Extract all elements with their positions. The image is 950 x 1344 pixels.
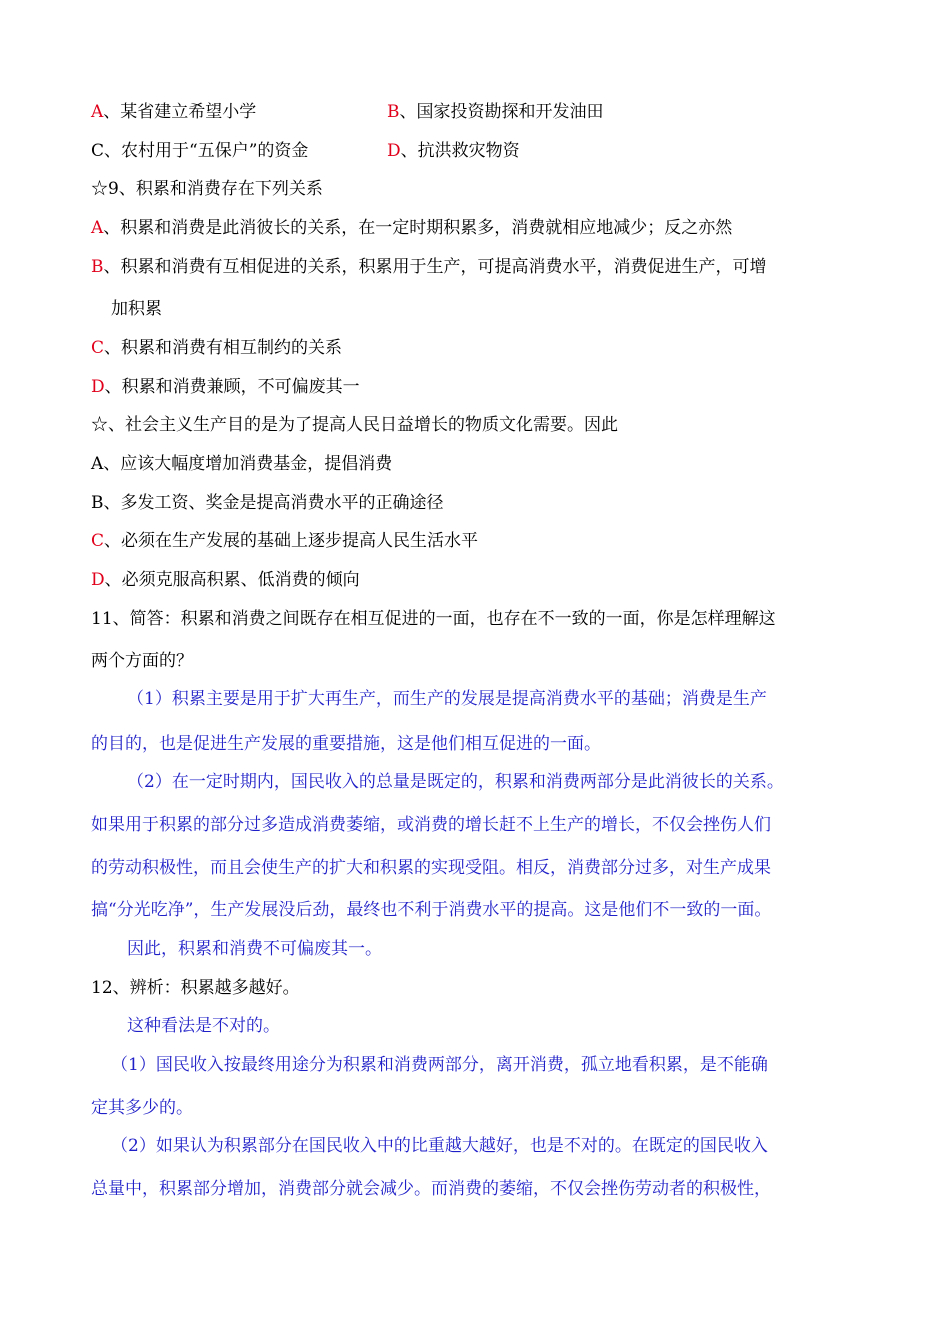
q11-answer-p1-line1: （1）积累主要是用于扩大再生产，而生产的发展是提高消费水平的基础；消费是生产: [127, 689, 767, 709]
option-text: 、国家投资勘探和开发油田: [399, 102, 604, 122]
q11-answer-p2-line1: （2）在一定时期内，国民收入的总量是既定的，积累和消费两部分是此消彼长的关系。: [127, 772, 784, 792]
q8-option-a: [91, 101, 256, 123]
q10-question: ☆、社会主义生产目的是为了提高人民日益增长的物质文化需要。因此: [91, 415, 618, 435]
q9-option-c: [91, 337, 342, 359]
option-text: 、积累和消费是此消彼长的关系，在一定时期积累多，消费就相应地减少；反之亦然: [103, 218, 733, 238]
q12-answer-intro: 这种看法是不对的。: [127, 1016, 280, 1036]
q8-option-c: C、农村用于“五保户”的资金: [91, 141, 309, 161]
q11-answer-p2-line3: 的劳动积极性，而且会使生产的扩大和积累的实现受阻。相反，消费部分过多，对生产成果: [91, 858, 771, 878]
q9-question: ☆9、积累和消费存在下列关系: [91, 179, 323, 199]
q11-answer-p2-line4: 搞“分光吃净”，生产发展没后劲，最终也不利于消费水平的提高。这是他们不一致的一面。: [91, 900, 772, 920]
option-letter: A: [91, 102, 104, 122]
q8-option-d: [387, 140, 520, 162]
option-text: 、积累和消费有互相促进的关系，积累用于生产，可提高消费水平，消费促进生产，可增: [103, 257, 767, 277]
option-letter: B: [387, 102, 400, 122]
q9-option-a: [91, 217, 732, 239]
option-letter: D: [91, 377, 105, 397]
q9-option-d: [91, 376, 360, 398]
q11-answer-p1-line2: 的目的，也是促进生产发展的重要措施，这是他们相互促进的一面。: [91, 734, 601, 754]
q8-option-b: [387, 101, 604, 123]
q10-option-c: [91, 530, 478, 552]
option-text: 、必须克服高积累、低消费的倾向: [104, 570, 360, 590]
option-text: 、抗洪救灾物资: [400, 141, 520, 161]
option-letter: C: [91, 531, 105, 551]
q11-answer-p3: 因此，积累和消费不可偏废其一。: [127, 939, 382, 959]
q12-answer-p2-line2: 总量中，积累部分增加，消费部分就会减少。而消费的萎缩，不仅会挫伤劳动者的积极性，: [91, 1179, 771, 1199]
option-letter: C: [91, 338, 105, 358]
option-letter: D: [91, 570, 105, 590]
q12-answer-p2-line1: （2）如果认为积累部分在国民收入中的比重越大越好，也是不对的。在既定的国民收入: [111, 1136, 768, 1156]
option-text: 、必须在生产发展的基础上逐步提高人民生活水平: [104, 531, 479, 551]
option-text: 、积累和消费有相互制约的关系: [104, 338, 343, 358]
option-letter: A: [91, 218, 104, 238]
option-letter: D: [387, 141, 401, 161]
q11-question-line2: 两个方面的？: [91, 651, 193, 671]
q10-option-d: [91, 569, 360, 591]
option-letter: B: [91, 257, 104, 277]
q10-option-b: B、多发工资、奖金是提高消费水平的正确途径: [91, 493, 444, 513]
option-text: 、积累和消费兼顾，不可偏废其一: [104, 377, 360, 397]
q9-option-b-continued: 加积累: [111, 299, 162, 319]
q12-question: 12、辨析：积累越多越好。: [91, 978, 300, 998]
q12-answer-p1-line2: 定其多少的。: [91, 1098, 193, 1118]
q10-option-a: A、应该大幅度增加消费基金，提倡消费: [91, 454, 393, 474]
option-text: 、某省建立希望小学: [103, 102, 257, 122]
q11-question-line1: 11、简答：积累和消费之间既存在相互促进的一面，也存在不一致的一面，你是怎样理解这: [91, 609, 776, 629]
q9-option-b: [91, 256, 767, 278]
q11-answer-p2-line2: 如果用于积累的部分过多造成消费萎缩，或消费的增长赶不上生产的增长，不仅会挫伤人们: [91, 815, 771, 835]
q12-answer-p1-line1: （1）国民收入按最终用途分为积累和消费两部分，离开消费，孤立地看积累，是不能确: [111, 1055, 768, 1075]
